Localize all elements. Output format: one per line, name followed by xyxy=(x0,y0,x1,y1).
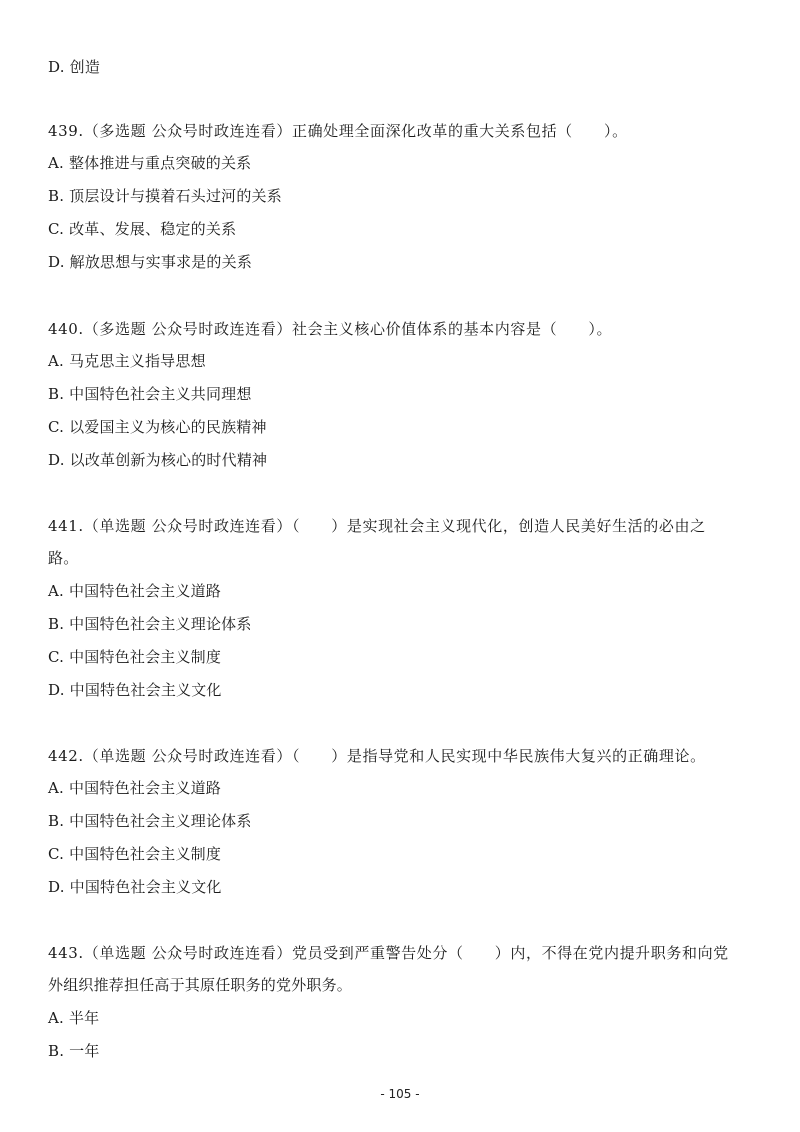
question-439-option-a: A. 整体推进与重点突破的关系 xyxy=(48,154,252,172)
previous-question-option-d: D. 创造 xyxy=(48,58,101,76)
question-440-option-d: D. 以改革创新为核心的时代精神 xyxy=(48,451,268,469)
question-442-option-d: D. 中国特色社会主义文化 xyxy=(48,878,222,896)
question-442-option-a: A. 中国特色社会主义道路 xyxy=(48,779,221,797)
question-443-stem-line-1: 443.（单选题 公众号时政连连看）党员受到严重警告处分（ ）内，不得在党内提升职务和向党 xyxy=(48,944,729,962)
question-441-option-b: B. 中国特色社会主义理论体系 xyxy=(48,615,252,633)
question-440-stem: 440.（多选题 公众号时政连连看）社会主义核心价值体系的基本内容是（ ）。 xyxy=(48,320,613,338)
question-442-stem: 442.（单选题 公众号时政连连看）（ ）是指导党和人民实现中华民族伟大复兴的正确理论。 xyxy=(48,747,706,765)
question-442-option-c: C. 中国特色社会主义制度 xyxy=(48,845,222,863)
question-441-stem-line-1: 441.（单选题 公众号时政连连看）（ ）是实现社会主义现代化，创造人民美好生活的必由之 xyxy=(48,517,706,535)
question-443-option-a: A. 半年 xyxy=(48,1009,100,1027)
question-441-option-d: D. 中国特色社会主义文化 xyxy=(48,681,222,699)
question-441-option-a: A. 中国特色社会主义道路 xyxy=(48,582,221,600)
question-443-option-b: B. 一年 xyxy=(48,1042,100,1060)
question-439-option-d: D. 解放思想与实事求是的关系 xyxy=(48,253,253,271)
question-440-option-a: A. 马克思主义指导思想 xyxy=(48,352,206,370)
question-440-option-b: B. 中国特色社会主义共同理想 xyxy=(48,385,252,403)
question-439-stem: 439.（多选题 公众号时政连连看）正确处理全面深化改革的重大关系包括（ ）。 xyxy=(48,122,628,140)
page-number: - 105 - xyxy=(380,1087,420,1101)
question-441-option-c: C. 中国特色社会主义制度 xyxy=(48,648,222,666)
question-441-stem-line-2: 路。 xyxy=(48,549,79,567)
question-439-option-b: B. 顶层设计与摸着石头过河的关系 xyxy=(48,187,282,205)
question-440-option-c: C. 以爱国主义为核心的民族精神 xyxy=(48,418,267,436)
question-443-stem-line-2: 外组织推荐担任高于其原任职务的党外职务。 xyxy=(48,976,353,994)
question-442-option-b: B. 中国特色社会主义理论体系 xyxy=(48,812,252,830)
question-439-option-c: C. 改革、发展、稳定的关系 xyxy=(48,220,237,238)
